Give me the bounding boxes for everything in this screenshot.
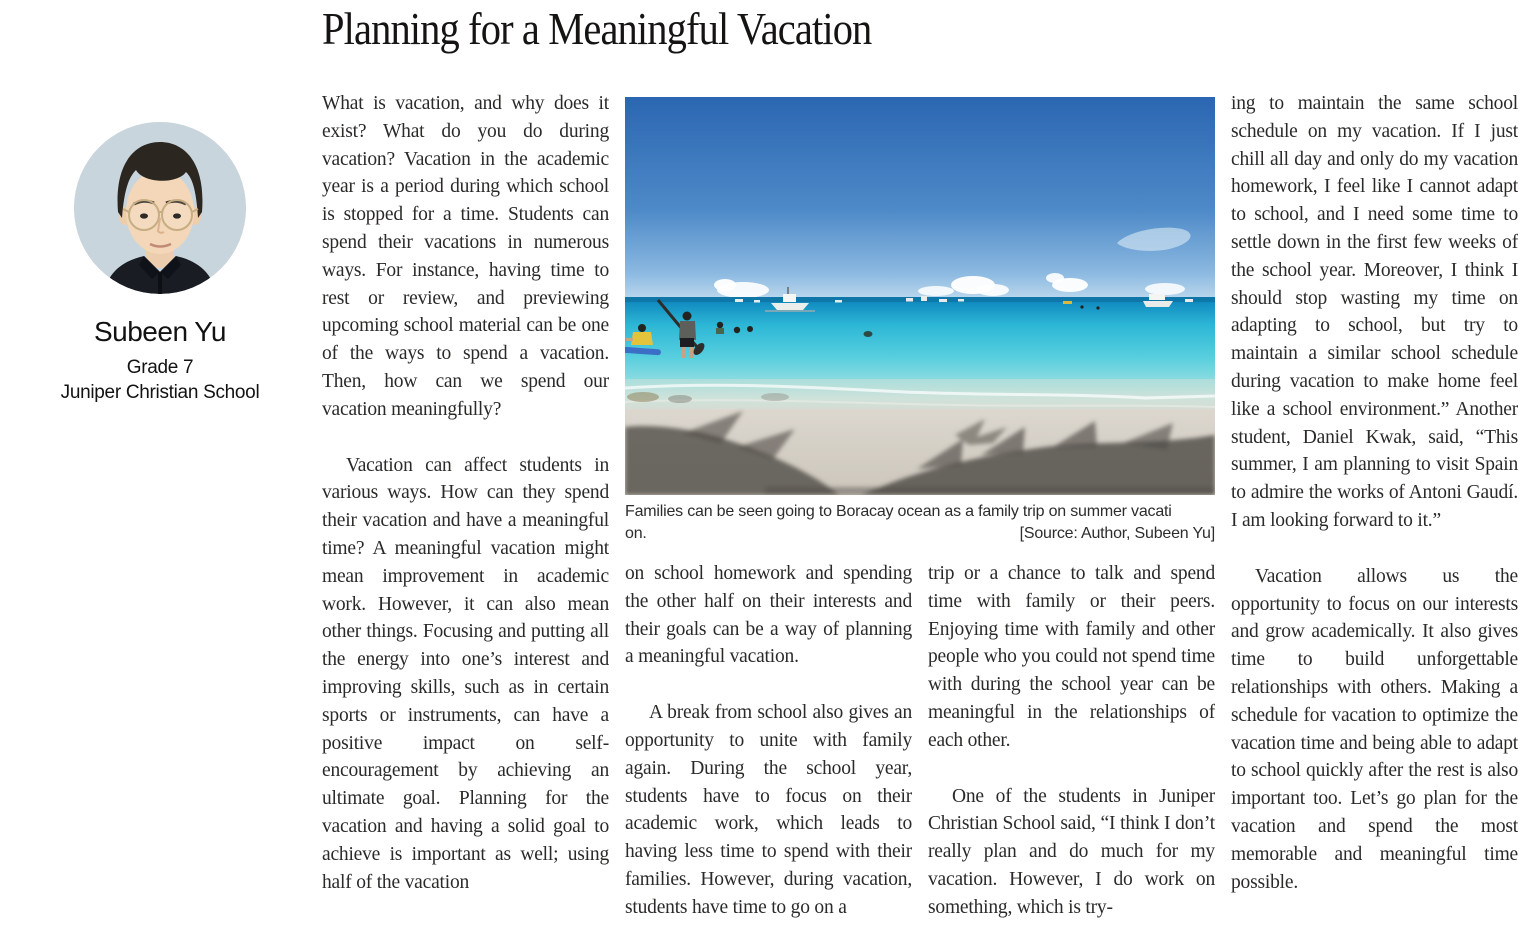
- author-sidebar: [40, 122, 280, 404]
- article-paragraph: ing to maintain the same school schedule on my vacation. If I just chill all day and only do my vacation homework, I feel like I cannot adapt to school, and I need some time to settle down in the first few weeks of the school year. Moreover, I think I should stop wasting my time on adapting to school, but try to maintain a similar school schedule during vacation to make home feel like a school environment.” Another student, Daniel Kwak, said, “This summer, I am planning to visit Spain to admire the works of Antoni Gaudí. I am looking forward to it.”: [1231, 93, 1518, 531]
- photo-caption-line2: on.: [625, 524, 647, 542]
- author-portrait-illustration: [74, 122, 246, 294]
- photo-caption: [625, 501, 1215, 544]
- article-column-3: [928, 560, 1215, 934]
- author-school: Juniper Christian School: [60, 382, 260, 403]
- article-column-1: [322, 90, 609, 934]
- article-paragraph: One of the students in Juniper Christian School said, “I think I don’t really plan and do much for my vacation. However, I do work on something, which is try-: [928, 785, 1215, 918]
- article-paragraph: Vacation allows us the opportunity to focus on our interests and grow academically. It also gives time to build unforgettable relationships with others. Making a schedule for vacation to optimize the vacation time and being able to adapt to school quickly after the rest is also important too. Let’s go plan for the vacation and spend the most memorable and meaningful time possible.: [1231, 565, 1518, 893]
- author-name: Subeen Yu: [93, 316, 226, 347]
- author-grade: Grade 7: [126, 357, 194, 378]
- article-paragraph: What is vacation, and why does it exist? What do you do during vacation? Vacation in the academic year is a period during which school is stopped for a time. Students can spend their vacations in numerous ways. For instance, having time to rest or review, and previewing upcoming school material can be one of the ways to spend a vacation. Then, how can we spend our vacation meaningfully?: [322, 93, 609, 420]
- article-paragraph: A break from school also gives an opportunity to unite with family again. During the school year, students have to focus on their academic work, which leads to having less time to spend with their families. However, during vacation, students have time to go on a: [625, 702, 912, 918]
- author-photo: [74, 122, 246, 294]
- article-paragraph: Vacation can affect students in various ways. How can they spend their vacation and have a meaningful time? A meaningful vacation might mean improvement in academic work. However, it can also mean other things. Focusing and putting all the energy into one’s interest and improving skills, such as in certain sports or instruments, can have a positive impact on self-encouragement by achieving an ultimate goal. Planning for the vacation and having a solid goal to achieve is important as well; using half of the vacation: [322, 454, 609, 893]
- page-title: Planning for a Meaningful Vacation: [322, 3, 872, 54]
- photo-caption-line1: Families can be seen going to Boracay ocean as a family trip on summer vacati: [625, 503, 1172, 520]
- article-paragraph: on school homework and spending the other half on their interests and their goals can be a way of planning a meaningful vacation.: [625, 563, 912, 668]
- beach-photo: [625, 97, 1215, 495]
- article-paragraph: trip or a chance to talk and spend time with family or their peers. Enjoying time with family and other people who you could not spend time with during the school year can be meaningful in the relationships of each other.: [928, 563, 1215, 751]
- article-column-2: [625, 560, 912, 934]
- photo-caption-source: [Source: Author, Subeen Yu]: [1019, 524, 1215, 542]
- beach-photo-illustration: [625, 97, 1215, 495]
- article-column-4: [1231, 90, 1518, 934]
